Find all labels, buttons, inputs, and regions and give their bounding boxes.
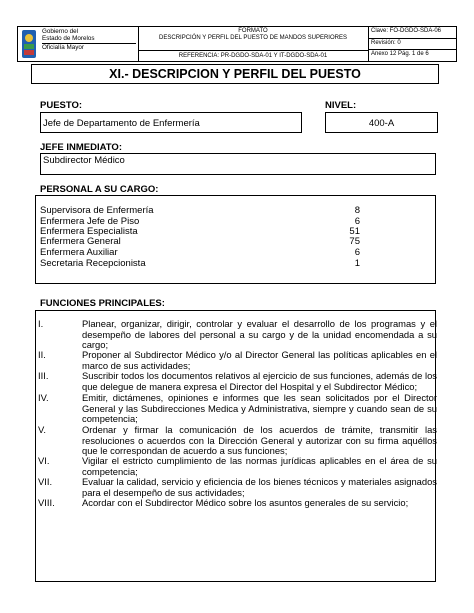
form-description: DESCRIPCIÓN Y PERFIL DEL PUESTO DE MANDOS SUPERIORES bbox=[159, 35, 347, 41]
funcion-text: Suscribir todos los documentos relativos al ejercicio de sus funciones, además de los que delegue de manera expresa el Director del Hospital y el Subdirector Médico; bbox=[82, 370, 437, 392]
section-title: XI.- DESCRIPCION Y PERFIL DEL PUESTO bbox=[31, 64, 439, 84]
personal-row bbox=[40, 206, 370, 216]
funcion-number: IV. bbox=[38, 392, 49, 403]
document-header bbox=[17, 26, 457, 62]
state-seal-logo bbox=[21, 29, 37, 59]
puesto-label: PUESTO: bbox=[40, 100, 83, 111]
personal-count: 1 bbox=[354, 258, 360, 269]
personal-label: PERSONAL A SU CARGO: bbox=[40, 184, 159, 195]
funcion-text: Evaluar la calidad, servicio y eficiencia de los bienes técnicos y materiales asignados para el desempeño de sus actividades; bbox=[82, 476, 437, 498]
header-form-cell bbox=[138, 27, 369, 61]
personal-role: Enfermera Jefe de Piso bbox=[40, 216, 140, 227]
org-line-1: Gobierno del bbox=[42, 28, 79, 35]
funcion-number: III. bbox=[38, 370, 49, 381]
personal-count: 6 bbox=[354, 216, 360, 227]
org-department: Oficialía Mayor bbox=[42, 44, 84, 51]
jefe-value: Subdirector Médico bbox=[43, 155, 125, 166]
jefe-label: JEFE INMEDIATO: bbox=[40, 142, 122, 153]
nivel-value-box bbox=[325, 112, 438, 133]
personal-role: Enfermera General bbox=[40, 236, 121, 247]
funcion-text: Emitir, dictámenes, opiniones e informes que les sean solicitados por el Director General y las Subdirecciones Medica y Administrativa, siempre y cuando sean de su competencia; bbox=[82, 392, 437, 424]
org-line-2: Estado de Morelos bbox=[42, 35, 95, 42]
personal-count: 75 bbox=[349, 236, 360, 247]
personal-role: Enfermera Especialista bbox=[40, 226, 138, 237]
header-org-cell bbox=[18, 27, 139, 61]
personal-row bbox=[40, 248, 370, 258]
funcion-number: VIII. bbox=[38, 497, 55, 508]
personal-role: Secretaria Recepcionista bbox=[40, 258, 146, 269]
form-reference: REFERENCIA: PR-DGDO-SDA-01 Y IT-DGDO-SDA-01 bbox=[138, 50, 368, 60]
puesto-value: Jefe de Departamento de Enfermería bbox=[43, 118, 200, 129]
funciones-label: FUNCIONES PRINCIPALES: bbox=[40, 298, 165, 309]
funcion-text: Ordenar y firmar la comunicación de los acuerdos de trámite, transmitir las resoluciones o acuerdos con la Dirección General y autorizar con su firma aquéllos que le correspondan de acuerdo a sus funciones; bbox=[82, 424, 437, 456]
form-type: FORMATO bbox=[238, 28, 268, 34]
nivel-label: NIVEL: bbox=[325, 100, 357, 111]
puesto-value-box bbox=[40, 112, 302, 133]
nivel-value: 400-A bbox=[368, 118, 395, 129]
header-meta-cell bbox=[368, 27, 456, 61]
funcion-text: Acordar con el Subdirector Médico sobre los asuntos generales de su servicio; bbox=[82, 497, 409, 508]
personal-role: Enfermera Auxiliar bbox=[40, 247, 118, 258]
funcion-number: II. bbox=[38, 349, 46, 360]
funcion-number: I. bbox=[38, 318, 44, 329]
page-indicator: Anexo 12 Pág. 1 de 6 bbox=[371, 51, 429, 57]
personal-count: 51 bbox=[349, 226, 360, 237]
form-revision: Revisión: 0 bbox=[371, 40, 401, 46]
funcion-text: Planear, organizar, dirigir, controlar y evaluar el desarrollo de los programas y el desempeño de labores del personal a su cargo y de la unidad encomendada a su cargo; bbox=[82, 318, 437, 350]
personal-role: Supervisora de Enfermería bbox=[40, 205, 154, 216]
funcion-text: Proponer al Subdirector Médico y/o al Director General las políticas aplicables en el marco de sus actividades; bbox=[82, 349, 437, 371]
personal-row bbox=[40, 237, 370, 247]
org-name bbox=[42, 28, 136, 44]
personal-row bbox=[40, 259, 370, 269]
form-code: Clave: FO-DGDO-SDA-06 bbox=[371, 28, 442, 34]
funcion-number: VII. bbox=[38, 476, 53, 487]
funcion-number: VI. bbox=[38, 455, 50, 466]
funcion-text: Vigilar el estricto cumplimiento de las normas jurídicas aplicables en el área de su competencia; bbox=[82, 455, 437, 477]
jefe-value-box bbox=[40, 153, 436, 175]
funcion-number: V. bbox=[38, 424, 46, 435]
personal-count: 8 bbox=[354, 205, 360, 216]
personal-count: 6 bbox=[354, 247, 360, 258]
